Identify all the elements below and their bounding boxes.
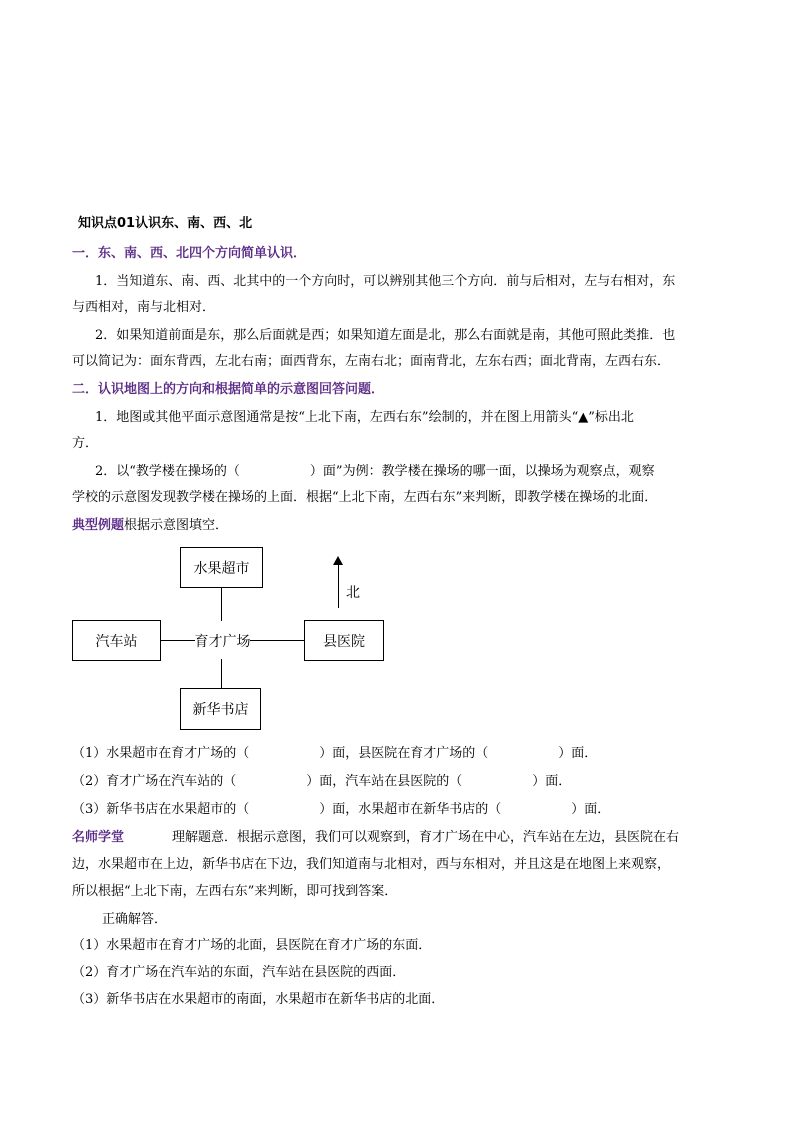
part2-p2-text-a: 2．以“教学楼在操场的（ [95, 464, 240, 479]
question-text: （1）水果超市在育才广场的（ [72, 746, 250, 761]
node-bus-station: 汽车站 [72, 620, 161, 661]
analysis-line2: 边，水果超市在上边，新华书店在下边，我们知道南与北相对，西与东相对，并且这是在地图上来观察， [72, 857, 671, 872]
analysis-line1 [72, 828, 722, 848]
question-text: ）面． [571, 802, 611, 817]
example-text: 根据示意图填空． [124, 518, 229, 533]
question-1 [72, 744, 722, 764]
example-label: 典型例题 [72, 518, 125, 533]
part2-p2-line2: 学校的示意图发现教学楼在操场的上面．根据“上北下南，左西右东”来判断，即教学楼在操场的北面． [72, 490, 658, 505]
node-fruit-market: 水果超市 [180, 547, 263, 588]
connector-bottom [221, 659, 222, 689]
answer-line-1: （1）水果超市在育才广场的北面，县医院在育才广场的东面． [72, 938, 432, 953]
answer-intro: 正确解答． [102, 912, 168, 927]
node-county-hospital: 县医院 [304, 620, 384, 661]
question-text: （2）育才广场在汽车站的（ [72, 774, 237, 789]
part2-heading: 二．认识地图上的方向和根据简单的示意图回答问题． [72, 382, 385, 397]
question-text: ）面，县医院在育才广场的（ [319, 746, 489, 761]
question-3 [72, 800, 722, 820]
part2-p2-line1 [95, 462, 745, 482]
part1-heading: 一．东、南、西、北四个方向简单认识． [72, 246, 307, 261]
part2-p1-line1: 1．地图或其他平面示意图通常是按“上北下南，左西右东”绘制的，并在图上用箭头“▲”标出北 [95, 410, 634, 425]
question-text: ）面． [558, 746, 598, 761]
analysis-line3: 所以根据“上北下南，左西右东”来判断，即可找到答案． [72, 884, 398, 899]
part1-p2-line1: 2．如果知道前面是东，那么后面就是西；如果知道左面是北，那么右面就是南，其他可照此类推．也 [95, 328, 676, 343]
question-text: ）面． [532, 774, 572, 789]
north-label: 北 [346, 585, 360, 601]
analysis-text: 理解题意．根据示意图，我们可以观察到，育才广场在中心，汽车站在左边，县医院在右 [172, 830, 680, 845]
part2-p2-text-b: ）面”为例：教学楼在操场的哪一面，以操场为观察点，观察 [309, 464, 655, 479]
part1-p2-line2: 可以简记为：面东背西，左北右南；面西背东，左南右北；面南背北，左东右西；面北背南，左西右东． [72, 354, 671, 369]
analysis-label: 名师学堂 [72, 830, 125, 845]
answer-line-3: （3）新华书店在水果超市的南面，水果超市在新华书店的北面． [72, 992, 445, 1007]
node-xinhua-bookstore: 新华书店 [180, 688, 261, 730]
question-text: ）面，水果超市在新华书店的（ [319, 802, 502, 817]
connector-top [221, 587, 222, 621]
question-text: ）面，汽车站在县医院的（ [306, 774, 463, 789]
connector-left [161, 640, 195, 641]
north-arrow-shaft [338, 562, 339, 608]
connector-right [250, 640, 305, 641]
example-line [72, 516, 722, 536]
answer-line-2: （2）育才广场在汽车站的东面，汽车站在县医院的西面． [72, 965, 406, 980]
part1-p1-line2: 与西相对，南与北相对． [72, 300, 216, 315]
question-text: （3）新华书店在水果超市的（ [72, 802, 250, 817]
section-title: 知识点01认识东、南、西、北 [78, 216, 253, 231]
question-2 [72, 772, 722, 792]
node-yucai-square: 育才广场 [194, 633, 251, 650]
part2-p1-line2: 方． [72, 436, 99, 451]
part1-p1-line1: 1．当知道东、南、西、北其中的一个方向时，可以辨别其他三个方向．前与后相对，左与右相对，东 [95, 274, 676, 289]
